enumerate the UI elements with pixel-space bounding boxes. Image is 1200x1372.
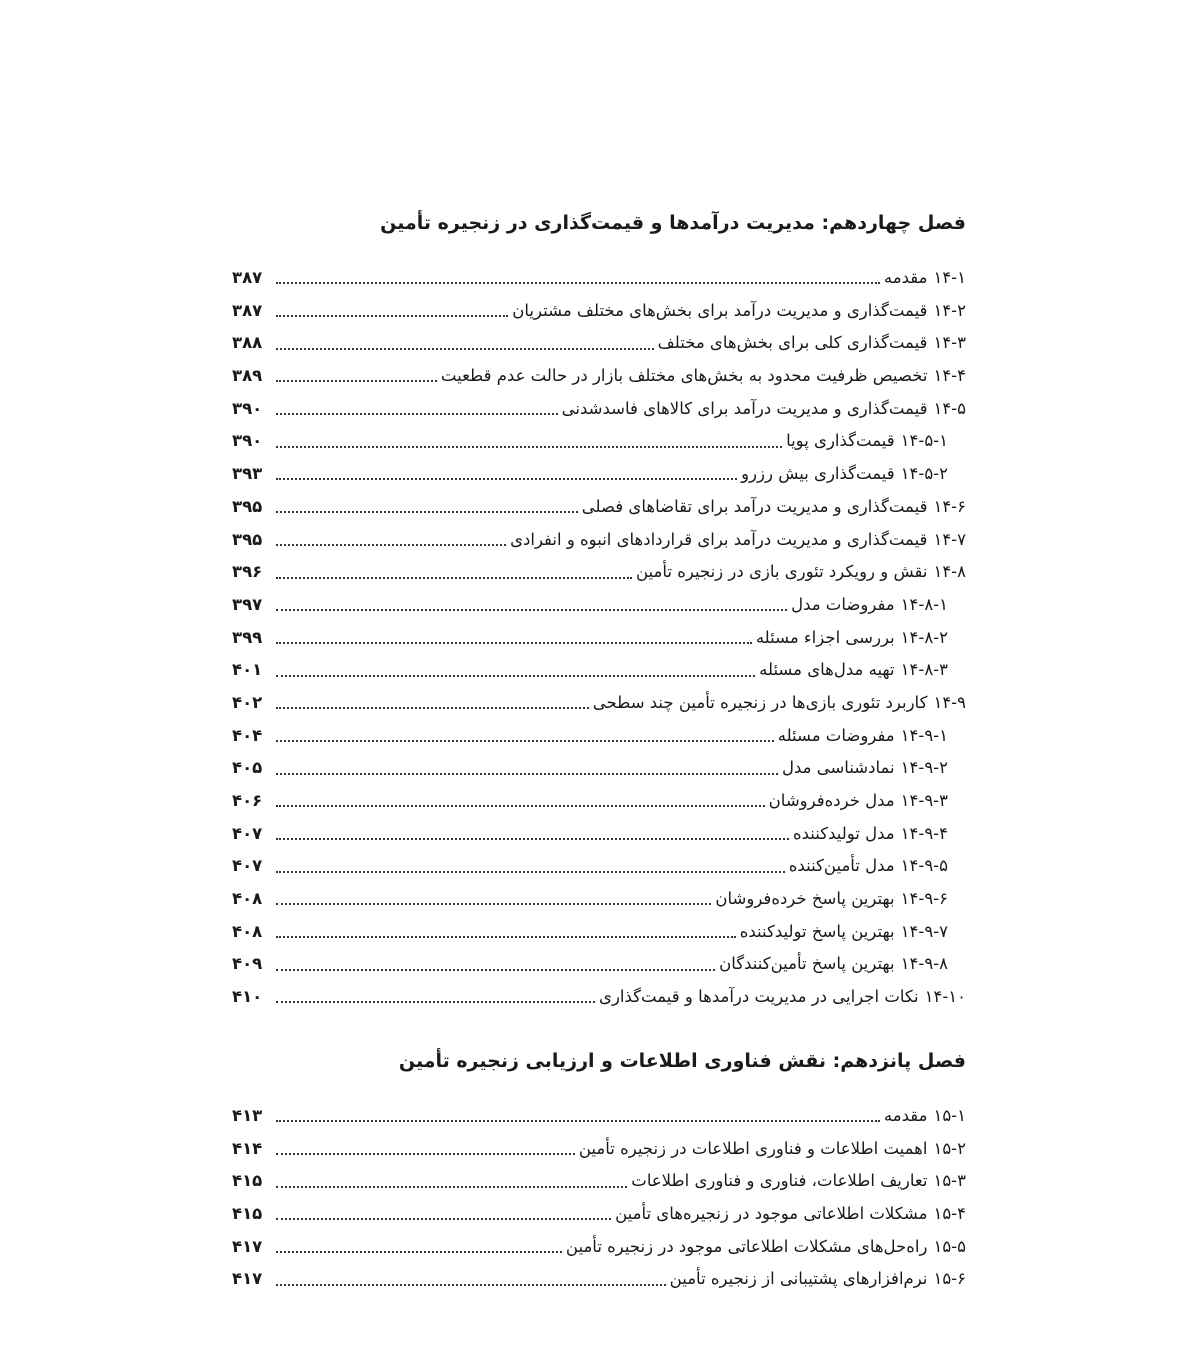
section-title: کاربرد تئوری بازی‌ها در زنجیره تأمین چند سطحی	[592, 692, 928, 712]
section-number: ۱۴-۹-۷	[900, 921, 948, 941]
section-title: راه‌حل‌های مشکلات اطلاعاتی موجود در زنجیره تأمین	[565, 1236, 928, 1256]
section-title: قیمت‌گذاری و مدیریت درآمد برای کالاهای فاسدشدنی	[561, 398, 928, 418]
page-number: ۴۰۵	[232, 758, 263, 778]
dot-leader	[276, 577, 632, 579]
page-number: ۳۹۰	[232, 398, 263, 418]
page-number: ۳۹۳	[232, 464, 263, 484]
page-number: ۴۰۸	[232, 889, 263, 909]
section-title: مشکلات اطلاعاتی موجود در زنجیره‌های تأمین	[615, 1203, 928, 1223]
section-title: مدل خرده‌فروشان	[768, 791, 895, 810]
toc-entry[interactable]	[232, 589, 966, 622]
page-number: ۳۹۹	[232, 627, 263, 647]
page-number: ۳۸۷	[232, 268, 263, 287]
page-number: ۳۸۸	[232, 333, 263, 353]
toc-entry[interactable]	[232, 491, 966, 524]
dot-leader	[276, 740, 774, 742]
toc-entry[interactable]	[232, 458, 966, 491]
page-number: ۴۰۶	[232, 791, 263, 810]
section-number: ۱۴-۹-۴	[900, 823, 948, 843]
page-number: ۴۱۰	[232, 987, 263, 1007]
toc-entry[interactable]	[232, 1165, 966, 1198]
dot-leader	[276, 969, 715, 971]
toc-entry[interactable]	[232, 262, 966, 295]
toc-entry[interactable]	[232, 295, 966, 328]
toc-entry[interactable]	[232, 360, 966, 393]
dot-leader	[276, 544, 506, 546]
chapter-title: فصل چهاردهم: مدیریت درآمدها و قیمت‌گذاری در زنجیره تأمین	[380, 212, 966, 234]
toc-entry[interactable]	[232, 687, 966, 720]
section-number: ۱۴-۳	[933, 333, 966, 353]
toc-entry[interactable]	[232, 883, 966, 916]
toc-entry[interactable]	[232, 916, 966, 949]
dot-leader	[276, 1251, 562, 1253]
section-title: نقش و رویکرد تئوری بازی در زنجیره تأمین	[635, 562, 928, 582]
section-title: قیمت‌گذاری و مدیریت درآمد برای قراردادهای انبوه و انفرادی	[510, 529, 928, 549]
toc-entry[interactable]	[232, 622, 966, 655]
section-number: ۱۴-۹-۸	[900, 954, 948, 974]
section-number: ۱۴-۶	[933, 496, 966, 516]
section-title: مفروضات مدل	[791, 594, 895, 614]
chapter-14	[232, 210, 966, 1014]
dot-leader	[276, 282, 880, 284]
dot-leader	[276, 315, 508, 317]
page-number: ۳۹۵	[232, 529, 263, 549]
dot-leader	[276, 642, 752, 644]
section-title: تخصیص ظرفیت محدود به بخش‌های مختلف بازار در حالت عدم قطعیت	[440, 366, 928, 386]
toc-entry[interactable]	[232, 785, 966, 818]
page-number: ۴۱۷	[232, 1269, 263, 1289]
section-title: اهمیت اطلاعات و فناوری اطلاعات در زنجیره تأمین	[578, 1138, 928, 1158]
page-number: ۳۹۵	[232, 496, 263, 516]
section-title: مقدمه	[883, 1105, 928, 1125]
page-number: ۴۱۵	[232, 1203, 263, 1223]
section-number: ۱۵-۲	[933, 1138, 966, 1158]
section-title: مفروضات مسئله	[777, 725, 895, 745]
dot-leader	[276, 413, 558, 415]
toc-entry[interactable]	[232, 1100, 966, 1133]
page-number: ۴۱۵	[232, 1171, 263, 1191]
section-number: ۱۴-۸-۱	[900, 594, 948, 614]
section-number: ۱۴-۹-۱	[900, 725, 948, 745]
section-number: ۱۴-۵-۱	[900, 431, 948, 451]
section-number: ۱۴-۱	[933, 268, 966, 287]
section-title: قیمت‌گذاری کلی برای بخش‌های مختلف	[657, 333, 928, 353]
chapter-entries	[232, 1100, 966, 1296]
dot-leader	[276, 903, 711, 905]
dot-leader	[276, 1153, 575, 1155]
section-title: قیمت‌گذاری بیش رزرو	[741, 464, 895, 484]
section-number: ۱۴-۷	[933, 529, 966, 549]
chapter-entries	[232, 262, 966, 1014]
section-number: ۱۵-۴	[933, 1203, 966, 1223]
page-number: ۳۸۹	[232, 366, 263, 386]
chapter-15	[232, 1048, 966, 1296]
section-title: بررسی اجزاء مسئله	[755, 627, 895, 647]
page-number: ۴۱۴	[232, 1138, 263, 1158]
section-number: ۱۴-۸	[933, 562, 966, 582]
dot-leader	[276, 707, 589, 709]
dot-leader	[276, 805, 765, 807]
dot-leader	[276, 478, 737, 480]
section-number: ۱۵-۱	[933, 1105, 966, 1125]
section-title: مقدمه	[883, 268, 928, 287]
section-number: ۱۴-۵-۲	[900, 464, 948, 484]
page-number: ۳۹۶	[232, 562, 263, 582]
section-title: قیمت‌گذاری و مدیریت درآمد برای تقاضاهای فصلی	[581, 496, 928, 516]
toc-entry[interactable]	[232, 327, 966, 360]
section-title: قیمت‌گذاری پویا	[786, 431, 895, 451]
section-title: نرم‌افزارهای پشتیبانی از زنجیره تأمین	[669, 1269, 928, 1289]
toc-entry[interactable]	[232, 425, 966, 458]
section-number: ۱۴-۹-۲	[900, 758, 948, 778]
page-number: ۴۰۸	[232, 921, 263, 941]
toc-entry[interactable]	[232, 850, 966, 883]
section-number: ۱۵-۳	[933, 1171, 966, 1191]
chapter-title: فصل پانزدهم: نقش فناوری اطلاعات و ارزیابی زنجیره تأمین	[398, 1049, 966, 1072]
dot-leader	[276, 348, 654, 350]
section-title: مدل تولیدکننده	[793, 823, 895, 843]
toc-entry[interactable]	[232, 1231, 966, 1264]
dot-leader	[276, 838, 789, 840]
toc-entry[interactable]	[232, 1198, 966, 1231]
dot-leader	[276, 1218, 611, 1220]
dot-leader	[276, 609, 787, 611]
section-number: ۱۴-۹-۳	[900, 791, 948, 810]
page-number: ۴۰۲	[232, 692, 263, 712]
page-number: ۴۰۱	[232, 660, 263, 680]
dot-leader	[276, 936, 736, 938]
toc-entry[interactable]	[232, 1263, 966, 1296]
page-number: ۳۸۷	[232, 300, 263, 320]
dot-leader	[276, 1284, 666, 1286]
section-number: ۱۴-۴	[933, 366, 966, 386]
page-number: ۴۱۷	[232, 1236, 263, 1256]
section-number: ۱۴-۸-۳	[900, 660, 948, 680]
dot-leader	[276, 1120, 880, 1122]
section-title: بهترین پاسخ تأمین‌کنندگان	[719, 954, 895, 974]
toc-entry[interactable]	[232, 948, 966, 981]
section-title: قیمت‌گذاری و مدیریت درآمد برای بخش‌های مختلف مشتریان	[512, 300, 928, 320]
section-number: ۱۴-۹	[933, 692, 966, 712]
page-number: ۳۹۷	[232, 594, 263, 614]
section-number: ۱۴-۲	[933, 300, 966, 320]
page-number: ۴۱۳	[232, 1105, 263, 1125]
toc-entry[interactable]	[232, 393, 966, 426]
toc-entry[interactable]	[232, 752, 966, 785]
section-title: مدل تأمین‌کننده	[788, 856, 895, 876]
dot-leader	[276, 1186, 627, 1188]
toc-entry[interactable]	[232, 524, 966, 557]
toc-entry[interactable]	[232, 981, 966, 1014]
dot-leader	[276, 1001, 595, 1003]
section-title: تعاریف اطلاعات، فناوری و فناوری اطلاعات	[631, 1171, 928, 1191]
page-number: ۴۰۷	[232, 823, 263, 843]
section-title: نکات اجرایی در مدیریت درآمدها و قیمت‌گذاری	[599, 987, 919, 1007]
dot-leader	[276, 773, 778, 775]
toc-entry[interactable]	[232, 556, 966, 589]
table-of-contents	[232, 210, 966, 1330]
section-number: ۱۴-۵	[933, 398, 966, 418]
dot-leader	[276, 871, 785, 873]
page-number: ۴۰۹	[232, 954, 263, 974]
section-title: تهیه مدل‌های مسئله	[759, 660, 895, 680]
dot-leader	[276, 511, 578, 513]
section-number: ۱۴-۱۰	[924, 987, 966, 1007]
dot-leader	[276, 380, 437, 382]
section-number: ۱۴-۸-۲	[900, 627, 948, 647]
page-number: ۴۰۴	[232, 725, 263, 745]
toc-entry[interactable]	[232, 720, 966, 753]
page-number: ۴۰۷	[232, 856, 263, 876]
section-number: ۱۴-۹-۵	[900, 856, 948, 876]
toc-entry[interactable]	[232, 1133, 966, 1166]
dot-leader	[276, 675, 755, 677]
section-number: ۱۵-۵	[933, 1236, 966, 1256]
toc-entry[interactable]	[232, 654, 966, 687]
section-number: ۱۴-۹-۶	[900, 889, 948, 909]
page-number: ۳۹۰	[232, 431, 263, 451]
section-title: بهترین پاسخ خرده‌فروشان	[715, 889, 895, 909]
section-title: نمادشناسی مدل	[781, 758, 895, 778]
section-number: ۱۵-۶	[933, 1269, 966, 1289]
toc-entry[interactable]	[232, 818, 966, 851]
section-title: بهترین پاسخ تولیدکننده	[739, 921, 895, 941]
dot-leader	[276, 446, 782, 448]
